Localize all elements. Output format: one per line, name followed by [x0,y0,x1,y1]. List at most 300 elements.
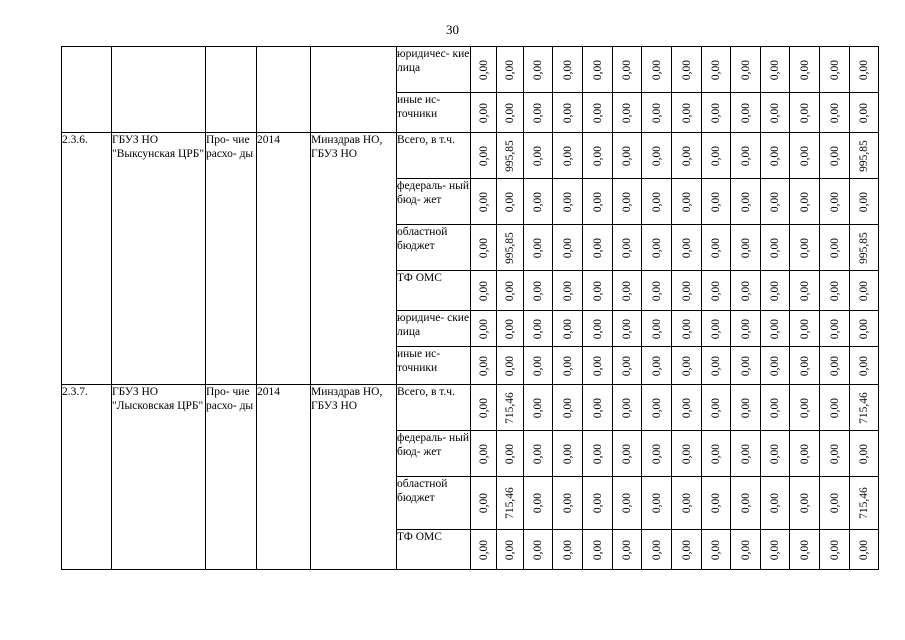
value-text: 0,00 [680,191,693,212]
value-text: 0,00 [710,59,722,80]
value-text: 0,00 [477,59,490,80]
value-cell [731,133,761,179]
value-text: 0,00 [769,397,781,418]
value-text: 0,00 [650,318,663,339]
funding-source-label: областной бюджет [397,226,448,252]
year-text: 2014 [257,134,280,146]
value-text: 0,00 [769,492,781,514]
value-cell [553,225,583,271]
value-cell [820,347,850,385]
table-row [62,47,879,93]
value-cell [642,271,672,311]
value-cell [497,179,524,225]
value-cell [613,47,642,93]
value-cell [790,385,820,431]
value-text: 0,00 [680,280,693,301]
value-cell [850,47,879,93]
value-cell [524,133,553,179]
value-cell [524,311,553,347]
value-text: 0,00 [591,237,604,258]
value-cell [672,225,702,271]
value-text: 0,00 [591,355,604,376]
value-cell [642,93,672,133]
value-text: 0,00 [650,191,663,212]
value-cell [790,47,820,93]
year-text: 2014 [257,386,280,398]
value-cell [820,271,850,311]
value-text: 0,00 [739,102,752,123]
funding-table [61,46,879,570]
value-text: 0,00 [650,59,663,80]
page-number: 30 [446,22,459,37]
funding-source-cell [397,225,471,271]
value-cell [731,347,761,385]
value-cell [790,179,820,225]
expense-kind-text: Про- чие расхо- ды [206,386,254,412]
value-cell [613,530,642,570]
value-text: 0,00 [828,102,841,123]
value-text: 0,00 [798,191,811,212]
value-text: 0,00 [561,145,574,166]
value-text: 0,00 [650,145,663,166]
item-number-cell [62,133,112,385]
value-cell [672,431,702,477]
value-text: 0,00 [477,145,490,166]
funding-source-cell [397,271,471,311]
value-text: 0,00 [710,397,722,418]
value-cell [731,47,761,93]
value-cell [850,179,879,225]
value-text: 0,00 [710,539,722,560]
value-cell [471,311,497,347]
value-cell [642,385,672,431]
value-cell [553,179,583,225]
value-cell [731,431,761,477]
value-text: 0,00 [798,397,811,418]
value-cell [761,271,790,311]
value-cell [850,530,879,570]
value-cell [790,225,820,271]
value-text: 0,00 [798,237,811,258]
value-text: 0,00 [769,102,781,123]
value-cell [471,47,497,93]
value-cell [524,179,553,225]
value-text: 0,00 [532,102,544,123]
value-text: 0,00 [710,355,722,376]
value-cell [702,530,731,570]
value-text: 0,00 [561,280,574,301]
value-cell [672,311,702,347]
value-cell [583,477,613,530]
value-text: 0,00 [561,59,574,80]
value-cell [524,530,553,570]
value-text: 0,00 [858,318,870,339]
value-text: 0,00 [710,443,722,464]
value-cell [471,385,497,431]
value-text: 0,00 [621,145,633,166]
value-text: 0,00 [858,443,870,464]
value-cell [790,271,820,311]
executor-cell [311,47,397,133]
value-cell [850,477,879,530]
value-cell [497,225,524,271]
executor-cell [311,133,397,385]
value-cell [524,93,553,133]
year-cell [257,133,311,385]
value-cell [471,271,497,311]
value-cell [702,133,731,179]
value-text: 0,00 [828,59,841,80]
funding-source-label: Всего, в т.ч. [397,386,455,398]
value-text: 0,00 [477,492,490,514]
value-cell [820,93,850,133]
value-text: 0,00 [858,539,870,560]
value-cell [642,133,672,179]
value-text: 0,00 [739,318,752,339]
value-cell [761,347,790,385]
value-cell [850,385,879,431]
value-cell [790,133,820,179]
executor-text: Минздрав НО, ГБУЗ НО [311,134,383,160]
funding-source-cell [397,93,471,133]
value-cell [613,347,642,385]
value-text: 0,00 [477,397,490,418]
value-text: 0,00 [739,145,752,166]
value-text: 0,00 [561,539,574,560]
expense-kind-cell [206,385,257,570]
value-cell [613,431,642,477]
value-text: 0,00 [798,280,811,301]
value-cell [702,311,731,347]
value-cell [497,311,524,347]
value-cell [553,530,583,570]
value-text: 0,00 [769,237,781,258]
value-cell [850,133,879,179]
value-text: 0,00 [621,539,633,560]
value-cell [761,47,790,93]
value-text: 0,00 [858,191,870,212]
value-cell [850,311,879,347]
value-text: 0,00 [504,539,516,560]
value-cell [524,477,553,530]
value-text: 0,00 [591,492,604,514]
value-text: 0,00 [680,145,693,166]
value-cell [820,477,850,530]
value-text: 0,00 [798,539,811,560]
value-text: 0,00 [591,102,604,123]
funding-source-label: ТФ ОМС [397,272,442,284]
value-cell [672,179,702,225]
value-cell [471,133,497,179]
value-cell [613,385,642,431]
value-text: 0,00 [650,280,663,301]
value-text: 0,00 [739,191,752,212]
value-cell [553,271,583,311]
value-cell [524,347,553,385]
value-cell [583,93,613,133]
value-text: 0,00 [828,280,841,301]
funding-source-label: ТФ ОМС [397,531,442,543]
value-cell [642,47,672,93]
value-cell [820,179,850,225]
value-text: 0,00 [769,539,781,560]
value-text: 0,00 [621,443,633,464]
value-cell [672,93,702,133]
value-text: 0,00 [504,102,516,123]
value-cell [553,347,583,385]
value-text: 0,00 [621,492,633,514]
value-text: 0,00 [650,102,663,123]
value-text: 0,00 [769,318,781,339]
value-cell [820,385,850,431]
value-cell [850,431,879,477]
value-cell [761,530,790,570]
value-cell [553,93,583,133]
value-cell [553,385,583,431]
item-number-cell [62,47,112,133]
value-text: 0,00 [532,59,544,80]
value-text: 0,00 [591,397,604,418]
value-text: 0,00 [621,318,633,339]
value-cell [731,311,761,347]
value-cell [761,477,790,530]
organization-cell [112,47,206,133]
value-cell [820,133,850,179]
value-cell [497,347,524,385]
value-cell [613,93,642,133]
value-cell [702,93,731,133]
value-text: 995,85 [504,231,516,264]
value-cell [761,179,790,225]
value-cell [583,431,613,477]
value-cell [642,530,672,570]
year-cell [257,47,311,133]
value-cell [613,179,642,225]
value-text: 0,00 [828,355,841,376]
value-cell [702,47,731,93]
value-text: 0,00 [532,145,544,166]
value-cell [672,347,702,385]
value-text: 0,00 [504,280,516,301]
value-cell [790,93,820,133]
organization-cell [112,385,206,570]
funding-source-cell [397,431,471,477]
item-number-text: 2.3.6. [62,134,88,146]
value-text: 0,00 [561,492,574,514]
funding-source-cell [397,179,471,225]
value-text: 0,00 [798,443,811,464]
value-cell [471,347,497,385]
value-cell [583,225,613,271]
value-cell [850,225,879,271]
value-text: 0,00 [828,539,841,560]
value-cell [583,271,613,311]
funding-source-cell [397,311,471,347]
value-cell [761,225,790,271]
value-text: 0,00 [591,318,604,339]
value-text: 0,00 [798,102,811,123]
value-text: 0,00 [532,492,544,514]
value-text: 0,00 [561,102,574,123]
value-cell [761,311,790,347]
value-text: 0,00 [798,318,811,339]
value-text: 0,00 [532,355,544,376]
value-text: 0,00 [680,237,693,258]
value-text: 0,00 [828,237,841,258]
value-cell [524,385,553,431]
value-text: 0,00 [477,237,490,258]
value-text: 0,00 [828,318,841,339]
value-cell [553,311,583,347]
value-text: 0,00 [650,397,663,418]
value-text: 0,00 [798,355,811,376]
value-text: 715,46 [504,487,516,519]
value-cell [702,431,731,477]
value-cell [820,431,850,477]
value-text: 0,00 [591,59,604,80]
value-text: 0,00 [561,318,574,339]
funding-source-cell [397,347,471,385]
value-text: 0,00 [532,539,544,560]
value-cell [761,431,790,477]
value-text: 715,46 [504,391,516,424]
value-cell [497,477,524,530]
value-cell [702,271,731,311]
value-text: 0,00 [561,191,574,212]
value-cell [850,93,879,133]
year-cell [257,385,311,570]
value-text: 0,00 [858,102,870,123]
funding-source-label: федераль- ный бюд- жет [397,432,470,458]
value-text: 0,00 [769,355,781,376]
funding-source-label: юридичес- кие лица [397,48,470,74]
value-text: 0,00 [532,280,544,301]
value-cell [702,385,731,431]
funding-source-label: иные ис- точники [397,348,441,374]
value-text: 0,00 [621,280,633,301]
value-cell [497,133,524,179]
value-text: 995,85 [858,139,870,172]
funding-source-cell [397,385,471,431]
value-cell [672,530,702,570]
organization-text: ГБУЗ НО "Выксунская ЦРБ" [112,134,205,160]
value-text: 0,00 [591,539,604,560]
value-text: 0,00 [621,191,633,212]
value-text: 0,00 [680,59,693,80]
value-cell [642,431,672,477]
value-cell [583,133,613,179]
value-text: 0,00 [621,397,633,418]
value-text: 0,00 [680,397,693,418]
value-cell [583,385,613,431]
value-text: 0,00 [828,443,841,464]
value-text: 0,00 [710,237,722,258]
value-text: 0,00 [739,539,752,560]
value-text: 0,00 [532,237,544,258]
value-cell [613,311,642,347]
value-cell [553,133,583,179]
value-text: 0,00 [739,443,752,464]
value-cell [642,179,672,225]
value-cell [790,431,820,477]
value-cell [583,347,613,385]
value-cell [583,47,613,93]
funding-source-cell [397,477,471,530]
value-text: 0,00 [621,237,633,258]
value-text: 0,00 [504,355,516,376]
value-cell [524,47,553,93]
value-text: 0,00 [710,318,722,339]
value-text: 0,00 [710,191,722,212]
value-text: 0,00 [680,318,693,339]
value-text: 0,00 [769,59,781,80]
value-cell [642,225,672,271]
value-cell [850,347,879,385]
value-cell [820,225,850,271]
expense-kind-cell [206,47,257,133]
value-text: 0,00 [650,492,663,514]
item-number-cell [62,385,112,570]
value-cell [672,385,702,431]
value-cell [672,47,702,93]
value-cell [583,311,613,347]
value-text: 995,85 [858,231,870,264]
value-cell [471,225,497,271]
value-cell [731,225,761,271]
item-number-text: 2.3.7. [62,386,88,398]
value-text: 0,00 [769,280,781,301]
value-cell [790,311,820,347]
value-text: 0,00 [561,397,574,418]
value-text: 0,00 [710,145,722,166]
value-cell [471,530,497,570]
value-text: 0,00 [477,280,490,301]
executor-cell [311,385,397,570]
value-cell [731,385,761,431]
value-text: 0,00 [561,237,574,258]
value-text: 0,00 [798,59,811,80]
value-text: 0,00 [739,59,752,80]
value-text: 0,00 [477,191,490,212]
value-cell [820,530,850,570]
value-text: 0,00 [858,280,870,301]
value-text: 0,00 [650,539,663,560]
value-cell [790,530,820,570]
table-row [62,385,879,431]
value-text: 0,00 [532,318,544,339]
value-text: 0,00 [769,191,781,212]
value-text: 0,00 [828,191,841,212]
value-text: 0,00 [680,355,693,376]
value-text: 0,00 [769,145,781,166]
value-cell [702,179,731,225]
value-text: 0,00 [621,355,633,376]
value-cell [497,431,524,477]
value-cell [553,477,583,530]
value-cell [731,179,761,225]
funding-source-cell [397,530,471,570]
value-cell [642,477,672,530]
value-text: 0,00 [477,355,490,376]
value-text: 0,00 [798,492,811,514]
value-cell [497,271,524,311]
funding-source-label: областной бюджет [397,478,448,504]
value-text: 0,00 [561,355,574,376]
value-text: 0,00 [650,237,663,258]
value-cell [702,477,731,530]
value-cell [761,385,790,431]
value-text: 0,00 [504,318,516,339]
